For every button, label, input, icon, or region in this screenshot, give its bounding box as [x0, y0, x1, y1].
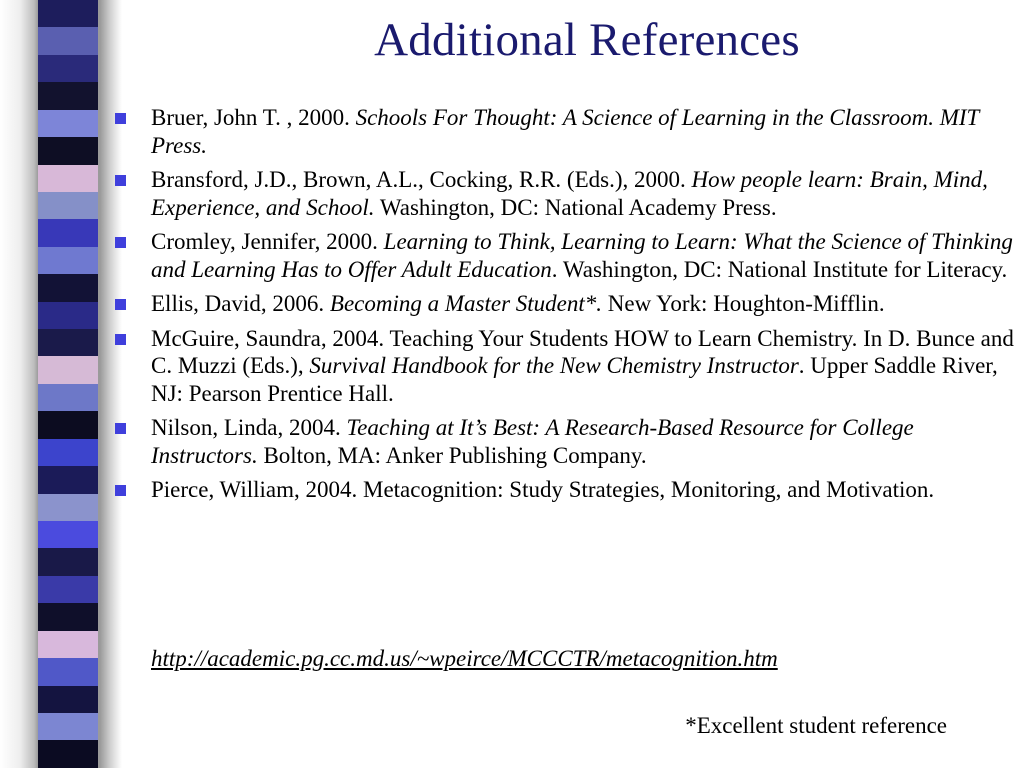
strip-block: [38, 658, 98, 685]
strip-block: [38, 411, 98, 438]
strip-block: [38, 631, 98, 658]
strip-block: [38, 356, 98, 383]
strip-block: [38, 713, 98, 740]
reference-item: [115, 166, 1017, 221]
strip-block: [38, 548, 98, 575]
reference-text: Bolton, MA: Anker Publishing Company.: [257, 442, 647, 468]
reference-item: [115, 414, 1017, 469]
strip-block: [38, 137, 98, 164]
decorative-strip: [0, 0, 122, 768]
strip-block: [38, 27, 98, 54]
strip-block: [38, 740, 98, 767]
bullet-icon: [115, 423, 126, 434]
reference-text: Bruer, John T. , 2000.: [151, 105, 356, 130]
reference-title: Becoming a Master Student*.: [329, 291, 603, 316]
reference-text: . Washington, DC: National Institute for Literacy.: [551, 256, 1008, 282]
strip-block: [38, 110, 98, 137]
bullet-icon: [115, 175, 126, 186]
bullet-icon: [115, 113, 126, 124]
reference-list: [115, 104, 1017, 511]
bullet-icon: [115, 334, 126, 345]
strip-block: [38, 466, 98, 493]
reference-text: Pierce, William, 2004. Metacognition: Study Strategies, Monitoring, and Motivation.: [151, 477, 935, 502]
strip-block: [38, 82, 98, 109]
strip-block: [38, 192, 98, 219]
reference-text: Bransford, J.D., Brown, A.L., Cocking, R.R. (Eds.), 2000.: [151, 167, 692, 192]
strip-block: [38, 521, 98, 548]
strip-block: [38, 439, 98, 466]
strip-block: [38, 576, 98, 603]
bullet-icon: [115, 237, 126, 248]
reference-item: [115, 290, 1017, 318]
strip-block: [38, 384, 98, 411]
strip-block: [38, 55, 98, 82]
reference-text: Nilson, Linda, 2004.: [151, 415, 347, 440]
strip-block: [38, 165, 98, 192]
strip-block: [38, 274, 98, 301]
reference-text: . Upper Saddle River, NJ: Pearson Prentice Hall.: [151, 353, 998, 406]
reference-title: Survival Handbook for the New Chemistry Instructor: [309, 353, 799, 378]
strip-block: [38, 219, 98, 246]
strip-block: [38, 302, 98, 329]
reference-item: [115, 325, 1017, 408]
bullet-icon: [115, 485, 126, 496]
reference-text: McGuire, Saundra, 2004. Teaching Your Students HOW to Learn Chemistry. In D. Bunce and C. Muzzi (Eds.),: [151, 325, 1014, 378]
strip-block: [38, 494, 98, 521]
reference-title: How people learn: Brain, Mind, Experience, and School.: [151, 167, 988, 220]
reference-title: Schools For Thought: A Science of Learning in the Classroom. MIT Press.: [151, 105, 979, 158]
reference-title: Learning to Think, Learning to Learn: What the Science of Thinking and Learning Has to Offer Adult Education: [151, 229, 1013, 282]
reference-text: New York: Houghton-Mifflin.: [602, 291, 885, 316]
strip-block: [38, 603, 98, 630]
reference-item: [115, 476, 1017, 504]
strip-block: [38, 686, 98, 713]
strip-block: [38, 247, 98, 274]
slide-title: Additional References: [374, 14, 800, 66]
color-block-strip: [38, 0, 98, 768]
footnote: *Excellent student reference: [685, 713, 947, 738]
strip-block: [38, 329, 98, 356]
strip-block: [38, 0, 98, 27]
bullet-icon: [115, 299, 126, 310]
reference-item: [115, 228, 1017, 283]
reference-item: [115, 104, 1017, 159]
reference-url-link[interactable]: http://academic.pg.cc.md.us/~wpeirce/MCCCTR/metacognition.htm: [151, 646, 778, 671]
reference-text: Washington, DC: National Academy Press.: [374, 194, 777, 220]
reference-title: Teaching at It’s Best: A Research-Based Resource for College Instructors.: [151, 415, 914, 468]
reference-text: Ellis, David, 2006.: [151, 291, 330, 316]
reference-text: Cromley, Jennifer, 2000.: [151, 229, 384, 254]
